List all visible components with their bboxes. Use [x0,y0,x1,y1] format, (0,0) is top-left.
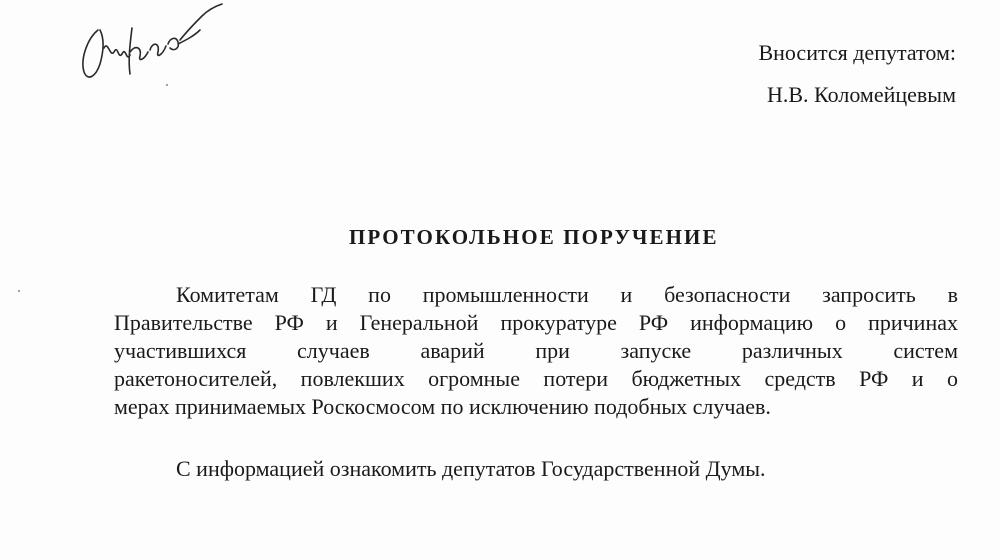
scan-speck [18,290,20,292]
document-title: ПРОТОКОЛЬНОЕ ПОРУЧЕНИЕ [349,225,719,249]
closing-line: С информацией ознакомить депутатов Государственной Думы. [176,456,766,481]
body-line: ракетоносителей, повлекших огромные потери бюджетных средств РФ и о [114,366,958,391]
scan-speck [166,84,168,86]
handwritten-signature [70,0,240,90]
body-line: Комитетам ГД по промышленности и безопасности запросить в [176,282,958,307]
submitted-by-label: Вносится депутатом: [758,40,956,65]
body-line: участившихся случаев аварий при запуске различных систем [114,338,958,363]
submitted-by-name: Н.В. Коломейцевым [767,82,956,107]
body-line: Правительстве РФ и Генеральной прокуратуре РФ информацию о причинах [114,310,958,335]
body-line: мерах принимаемых Роскосмосом по исключению подобных случаев. [114,394,771,419]
